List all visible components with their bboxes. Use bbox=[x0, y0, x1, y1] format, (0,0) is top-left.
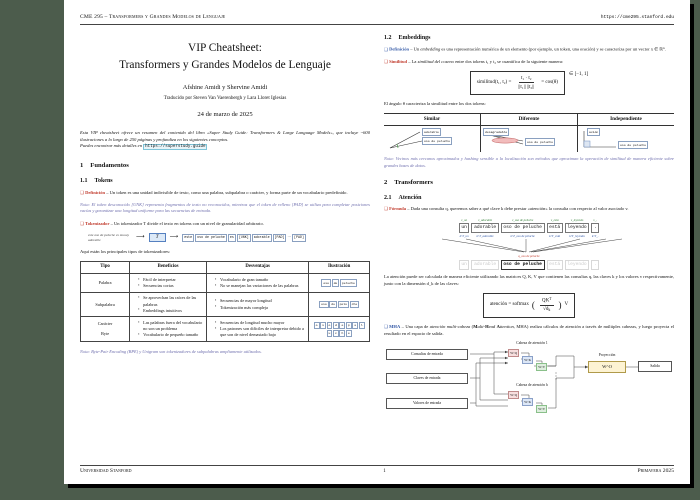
tokenizer-t-box: T bbox=[149, 233, 166, 242]
mha-head-label-h: Cabeza de atención h bbox=[516, 383, 548, 388]
attention-item bbox=[501, 218, 545, 238]
paragraph-embedding-definicion bbox=[384, 46, 674, 53]
token-box: un bbox=[459, 223, 470, 233]
eq-numerator: t₁ · t₂ bbox=[519, 75, 534, 84]
tokenizer-types-table bbox=[80, 261, 370, 343]
list-item: ▪ Secuencias de mayor longitud bbox=[216, 298, 305, 304]
tokenizer-flow-illustration bbox=[88, 233, 370, 243]
token-chip: adorable bbox=[252, 234, 272, 242]
equation-attention-wrapper bbox=[384, 293, 674, 318]
eq-den-sub: k bbox=[548, 308, 551, 313]
token-chip: o bbox=[328, 323, 331, 328]
section-title: Fundamentos bbox=[90, 161, 129, 169]
mha-pre: – Una capa de bbox=[400, 323, 430, 329]
tokenizer-source-text: este oso de peluche es muuuy adorable bbox=[88, 232, 130, 242]
vector-diagram-independiente bbox=[580, 128, 672, 150]
mha-weight-wk: W^K bbox=[522, 398, 533, 406]
lead-mha: MHA bbox=[389, 323, 401, 329]
token-chip: es bbox=[228, 234, 236, 242]
lead-formula: Fórmula bbox=[389, 206, 407, 212]
table-row bbox=[81, 274, 370, 292]
list-item: ▪ Secuencias cortas bbox=[139, 283, 203, 289]
section-number: 2 bbox=[384, 178, 388, 186]
page-footer bbox=[80, 465, 674, 476]
paragraph-calculo-atencion: La atención puede ser calculada de manera eficiente utilizando las matrices Q, K, V que contienen las consultas q, las claves k y los valores v respectivamente, junto con la dimensión d_k de las claves: bbox=[384, 273, 674, 286]
arrow-right-icon: ⟶ bbox=[169, 234, 179, 241]
k-label: k^T_leyendo bbox=[569, 233, 585, 238]
lead-tokenizador: Tokenizador bbox=[85, 220, 110, 226]
eq-denominator: ||t₁|| ||t₂|| bbox=[518, 83, 535, 90]
token-definicion-body: – Un token es una unidad indivisible de texto, como una palabra, subpalabra o carácter, y forma parte de un vocabulario predefinido. bbox=[105, 189, 348, 195]
lead-definicion: Definición bbox=[389, 46, 410, 52]
token-chip: h bbox=[341, 331, 344, 336]
token-ellipsis: … bbox=[287, 233, 292, 238]
attention-item bbox=[547, 218, 563, 238]
token-chip: e bbox=[341, 323, 344, 328]
token-chip: c bbox=[335, 331, 337, 336]
paragraph-formula-atencion bbox=[384, 206, 674, 213]
bulb-icon: ❑ bbox=[384, 206, 389, 212]
list-item: ▪ No se manejan las variaciones de las palabras bbox=[216, 283, 305, 289]
list-item: ▪ Los patrones son difíciles de interpretar debido a que son de nivel demasiado bajo bbox=[216, 326, 305, 338]
token-box-dim: está bbox=[547, 260, 563, 270]
sim-italic: similitud del coseno bbox=[417, 58, 454, 64]
token-chip: oso de peluche bbox=[195, 234, 227, 242]
section-heading-fundamentos bbox=[80, 161, 370, 170]
subsection-number: 1.1 bbox=[80, 178, 88, 185]
mha-input-claves: Claves de entrada bbox=[386, 373, 468, 383]
publication-date: 24 de marzo de 2025 bbox=[197, 111, 253, 119]
token-box: está bbox=[547, 223, 563, 233]
list-item: ▪ Secuencias de longitud mucho mayor bbox=[216, 320, 305, 326]
cell-tipo: Subpalabra bbox=[81, 292, 130, 317]
mha-output-box: Salida bbox=[638, 361, 672, 371]
k-label: k^T_adorable bbox=[476, 233, 494, 238]
vector-label-oso-de-peluche: oso de peluche bbox=[620, 142, 646, 147]
list-item: ▪ Vocabulario de pequeño tamaño bbox=[139, 332, 203, 338]
lead-similitud: Similitud bbox=[389, 58, 408, 64]
token-chip: [UNK] bbox=[237, 234, 251, 242]
emb-def-exp: n bbox=[663, 46, 665, 51]
cell-diferente-diagram bbox=[481, 126, 578, 153]
table-row bbox=[384, 126, 674, 153]
token-box: adorable bbox=[471, 223, 498, 233]
list-item: ▪ Tokenización más compleja bbox=[216, 305, 305, 311]
vector-label-oso-de-peluche: oso de peluche bbox=[527, 139, 553, 144]
list-item: ▪ Vocabulario de gran tamaño bbox=[216, 277, 305, 283]
token-chip: e bbox=[354, 323, 357, 328]
note-ann-lsh: Nota: Vecinos más cercanos aproximados y hashing sensible a la localización son métodos que aproximan la operación de similitud de manera eficiente sobre grandes bases de datos. bbox=[384, 156, 674, 168]
footer-page-number: 1 bbox=[383, 469, 386, 475]
v-label: v_. bbox=[593, 218, 598, 223]
mha-weight-wq: W^Q bbox=[508, 349, 519, 357]
col-header-desventajas: Desventajas bbox=[207, 261, 309, 274]
k-label: k^T_está bbox=[549, 233, 561, 238]
title-line-1: VIP Cheatsheet: bbox=[188, 41, 262, 54]
equation-cosine-similarity-wrapper bbox=[384, 71, 674, 95]
illustration-chips bbox=[312, 301, 366, 308]
list-item: ▪ Las palabras fuera del vocabulario no son un problema bbox=[139, 320, 203, 332]
translators: Traducido por Steven Van Vaerenbergh y Lara Lloret Iglesias bbox=[163, 96, 287, 102]
token-chip: peluche bbox=[341, 280, 355, 285]
token-box: . bbox=[591, 223, 599, 233]
sim-mid: entre dos tokens t₁ y t₂ se cuantifica de la siguiente manera: bbox=[453, 58, 564, 64]
mha-projection-label: Proyección bbox=[598, 353, 616, 358]
list-item: ▪ Embeddings intuitivos bbox=[139, 308, 203, 314]
token-chip: pelu bbox=[339, 302, 348, 307]
subsection-heading-embeddings bbox=[384, 34, 674, 43]
eq-rhs: = cos(θ) bbox=[541, 79, 558, 86]
mha-weight-wq: W^Q bbox=[508, 391, 519, 399]
token-chip: [PAD] bbox=[292, 234, 306, 242]
eq-num-text: QK bbox=[541, 297, 550, 304]
footer-term: Primavera 2025 bbox=[637, 468, 674, 475]
section-heading-transformers bbox=[384, 178, 674, 187]
tokenizador-body: – Un tokenizador T divide el texto en tokens con un nivel de granularidad arbitrario. bbox=[109, 220, 264, 226]
eq-tail: V bbox=[564, 301, 569, 308]
paragraph-mha bbox=[384, 324, 674, 338]
bulb-icon: ❑ bbox=[384, 58, 389, 64]
token-box: leyendo bbox=[565, 223, 590, 233]
token-chip: oso bbox=[321, 302, 327, 307]
table-row bbox=[81, 317, 370, 342]
eq-fraction bbox=[540, 297, 554, 314]
tokenizer-output-chips bbox=[182, 234, 306, 242]
cell-desventajas bbox=[207, 274, 309, 292]
cell-beneficios bbox=[130, 292, 207, 317]
attention-token-row bbox=[384, 218, 674, 238]
attention-item bbox=[565, 218, 590, 238]
abstract bbox=[80, 130, 370, 151]
lead-definicion: Definición bbox=[85, 189, 106, 195]
token-chip: u bbox=[328, 331, 331, 336]
list-item: ▪ Se aprovechan las raíces de las palabras bbox=[139, 295, 203, 307]
q-label: q_oso de peluche bbox=[518, 254, 540, 259]
token-chip: l bbox=[360, 323, 363, 328]
mha-t2: ead bbox=[488, 323, 497, 329]
running-header bbox=[80, 14, 674, 25]
k-label: k^T_un bbox=[459, 233, 469, 238]
sim-pre: – La bbox=[407, 58, 418, 64]
mha-weight-wk: W^K bbox=[522, 356, 533, 364]
token-box-dim: . bbox=[591, 260, 599, 270]
attention-item bbox=[591, 218, 599, 238]
cell-tipo-line: Carácter bbox=[97, 321, 113, 327]
paragraph-tokenizador bbox=[80, 221, 370, 228]
cell-desventajas bbox=[207, 292, 309, 317]
token-chip: s bbox=[322, 323, 324, 328]
similarity-comparison-table bbox=[384, 113, 674, 152]
cell-ilustracion bbox=[309, 292, 370, 317]
emb-def-mid: es una representación numérica de un elemento (por ejemplo, un token, una oración) y se caracteriza por un vector x ∈ ℝ bbox=[440, 46, 663, 52]
paragraph-angulo: El ángulo θ caracteriza la similitud entre los dos tokens: bbox=[384, 101, 486, 107]
token-chip: d bbox=[335, 323, 337, 328]
token-chip: o bbox=[315, 323, 318, 328]
cell-beneficios bbox=[130, 274, 207, 292]
attention-item bbox=[459, 218, 470, 238]
illustration-chips bbox=[312, 322, 366, 337]
emb-def-pre: – Un bbox=[409, 46, 421, 52]
emb-def-end: . bbox=[664, 46, 666, 52]
cell-ilustracion bbox=[309, 274, 370, 292]
emb-def-italic: embedding bbox=[420, 46, 441, 52]
v-label: v_leyendo bbox=[570, 218, 584, 223]
col-header-beneficios: Beneficios bbox=[130, 261, 207, 274]
eq-lhs: atención = softmax bbox=[489, 301, 529, 308]
note-bpe-unigram: Nota: Byte-Pair Encoding (BPE) y Unigram son tokenizadores de subpalabras ampliamente utilizados. bbox=[80, 349, 262, 355]
attention-illustration bbox=[384, 218, 674, 270]
mha-diagram bbox=[384, 342, 674, 422]
equation-cosine-similarity bbox=[470, 71, 565, 95]
eq-fraction bbox=[516, 75, 536, 91]
authors: Afshine Amidi y Shervine Amidi bbox=[182, 84, 268, 92]
paragraph-intro-tabla: Aquí están los principales tipos de tokenizadores: bbox=[80, 248, 171, 254]
token-chip: p bbox=[347, 323, 350, 328]
eq-den-text: √d bbox=[543, 306, 549, 313]
token-box: oso de peluche bbox=[501, 223, 545, 233]
running-header-url[interactable]: https://cme295.stanford.edu bbox=[600, 15, 674, 21]
abstract-more-prefix: Puedes encontrar más detalles en bbox=[80, 143, 143, 149]
arrow-right-icon: ⟶ bbox=[136, 234, 145, 241]
mha-projection-box: W^O bbox=[588, 361, 626, 373]
attention-arrows-svg bbox=[384, 238, 674, 254]
mha-t3: ttention bbox=[499, 323, 514, 329]
table-row bbox=[81, 292, 370, 317]
cell-independiente-diagram bbox=[578, 126, 675, 153]
col-header-tipo: Tipo bbox=[81, 261, 130, 274]
col-header-independiente: Independiente bbox=[578, 113, 675, 125]
token-box-dim: adorable bbox=[471, 260, 498, 270]
two-column-body bbox=[80, 34, 674, 438]
equation-attention: atención = softmax ( $\frac{QK^T}{√d_k}$ ) V bbox=[483, 293, 575, 318]
k-label: k^T_oso de peluche bbox=[510, 233, 535, 238]
mha-input-valores: Valores de entrada bbox=[386, 398, 468, 408]
eq-numerator bbox=[540, 297, 554, 306]
cell-tipo-line: Byte bbox=[101, 331, 110, 337]
left-column bbox=[80, 34, 370, 438]
document-page bbox=[64, 0, 690, 484]
token-chip: [PAD] bbox=[273, 234, 287, 242]
vector-label-desagradable: desagradable bbox=[485, 129, 508, 134]
cell-desventajas bbox=[207, 317, 309, 342]
token-chip: e bbox=[347, 331, 350, 336]
vector-label-adorable: adorable bbox=[424, 129, 439, 134]
footer-institution: Universidad Stanford bbox=[80, 468, 132, 475]
mha-bold-m: M bbox=[473, 323, 478, 329]
mha-bold-h: H bbox=[485, 323, 489, 329]
right-column bbox=[384, 34, 674, 438]
v-label: v_oso de peluche bbox=[511, 218, 534, 223]
mha-mid: ( bbox=[470, 323, 474, 329]
paragraph-token-definicion bbox=[80, 190, 370, 197]
col-header-ilustracion: Ilustración bbox=[309, 261, 370, 274]
table-header-row bbox=[384, 113, 674, 125]
table-header-row bbox=[81, 261, 370, 274]
bulb-icon: ❑ bbox=[80, 220, 85, 226]
col-header-similar: Similar bbox=[384, 113, 481, 125]
eq-denominator bbox=[541, 306, 552, 314]
token-box-dim: un bbox=[459, 260, 470, 270]
attention-item bbox=[471, 218, 498, 238]
cell-similar-diagram bbox=[384, 126, 481, 153]
attention-output-row bbox=[384, 260, 674, 270]
mha-t1: ulti- bbox=[477, 323, 486, 329]
mha-weight-wv: W^V bbox=[536, 363, 547, 371]
token-chip: oso bbox=[323, 280, 329, 285]
mha-head-label-1: Cabeza de atención 1 bbox=[516, 341, 548, 346]
subsection-number: 2.1 bbox=[384, 194, 392, 201]
list-item: ▪ Fácil de interpretar bbox=[139, 277, 203, 283]
subsection-number: 1.2 bbox=[384, 34, 392, 41]
section-title: Transformers bbox=[394, 178, 433, 186]
note-unk-pad: Nota: El token desconocido [UNK] representa fragmentos de texto no reconocidos, mientras que el token de relleno [PAD] se utiliza para completar posiciones vacías y garantizar una longitud uniforme para las secuencias de entrada. bbox=[80, 201, 370, 214]
v-label: v_está bbox=[550, 218, 559, 223]
token-chip: de bbox=[333, 280, 338, 285]
cell-tipo bbox=[81, 317, 130, 342]
vector-diagram-similar bbox=[386, 128, 478, 150]
mha-bold-a: A bbox=[496, 323, 500, 329]
bulb-icon: ❑ bbox=[384, 323, 389, 329]
bulb-icon: ❑ bbox=[384, 46, 389, 52]
illustration-chips bbox=[312, 279, 366, 286]
col-header-diferente: Diferente bbox=[481, 113, 578, 125]
subsection-title: Atención bbox=[398, 194, 422, 201]
cell-beneficios bbox=[130, 317, 207, 342]
token-chip: este bbox=[182, 234, 194, 242]
vector-label-oso-de-peluche: oso de peluche bbox=[424, 138, 450, 143]
subsection-title: Embeddings bbox=[398, 34, 431, 41]
mha-input-consultas: Consultas de entrada bbox=[386, 349, 468, 359]
cell-tipo: Palabra bbox=[81, 274, 130, 292]
paragraph-similitud bbox=[384, 59, 674, 66]
query-label-row bbox=[384, 253, 674, 259]
token-box-highlighted: oso de peluche bbox=[501, 260, 545, 270]
eq-num-sup: T bbox=[549, 296, 552, 301]
superstudy-url-link[interactable]: https://superstudy.guide bbox=[145, 145, 206, 150]
vector-label-avion: avión bbox=[589, 129, 599, 134]
section-number: 1 bbox=[80, 161, 84, 169]
v-label: v_adorable bbox=[478, 218, 493, 223]
token-box-dim: leyendo bbox=[565, 260, 590, 270]
subsection-heading-tokens bbox=[80, 177, 370, 186]
title-line-2: Transformers y Grandes Modelos de Lenguaje bbox=[119, 59, 331, 72]
subsection-title: Tokens bbox=[94, 178, 113, 185]
eq-lhs: similitud(t₁, t₂) = bbox=[476, 79, 512, 86]
token-chip: de bbox=[331, 302, 335, 307]
page-title bbox=[80, 40, 370, 74]
bulb-icon: ❑ bbox=[80, 189, 85, 195]
formula-body: – Dada una consulta q, queremos saber a qué clave k debe prestar «atención» la consulta con respecto al valor asociado v. bbox=[406, 206, 629, 212]
k-label: k^T_. bbox=[591, 233, 599, 238]
vector-diagram-diferente bbox=[483, 128, 575, 150]
mha-italic: atención multi-cabeza bbox=[429, 323, 471, 329]
mha-mid2: , MHA) realiza cálculos de atención a través de múltiples cabezas, y luego proyecta el resultado en el espacio de salida. bbox=[384, 323, 674, 336]
v-label: v_un bbox=[461, 218, 468, 223]
cell-ilustracion bbox=[309, 317, 370, 342]
mha-diagram-canvas bbox=[384, 342, 674, 422]
subsection-heading-atencion bbox=[384, 194, 674, 203]
mha-weight-wv: W^V bbox=[536, 405, 547, 413]
token-chip: che bbox=[351, 302, 358, 307]
eq-range: ∈ [−1, 1] bbox=[568, 71, 589, 77]
running-header-title: CME 295 – Transformers y Grandes Modelos de Lenguaje bbox=[80, 14, 226, 20]
abstract-text: Esta VIP cheatsheet ofrece un resumen del contenido del libro «Super Study Guide: Transformers & Large Language Models», que incluye ~600 ilustraciones a lo largo de 250 páginas y profundiza en los siguientes conceptos. bbox=[80, 129, 370, 142]
